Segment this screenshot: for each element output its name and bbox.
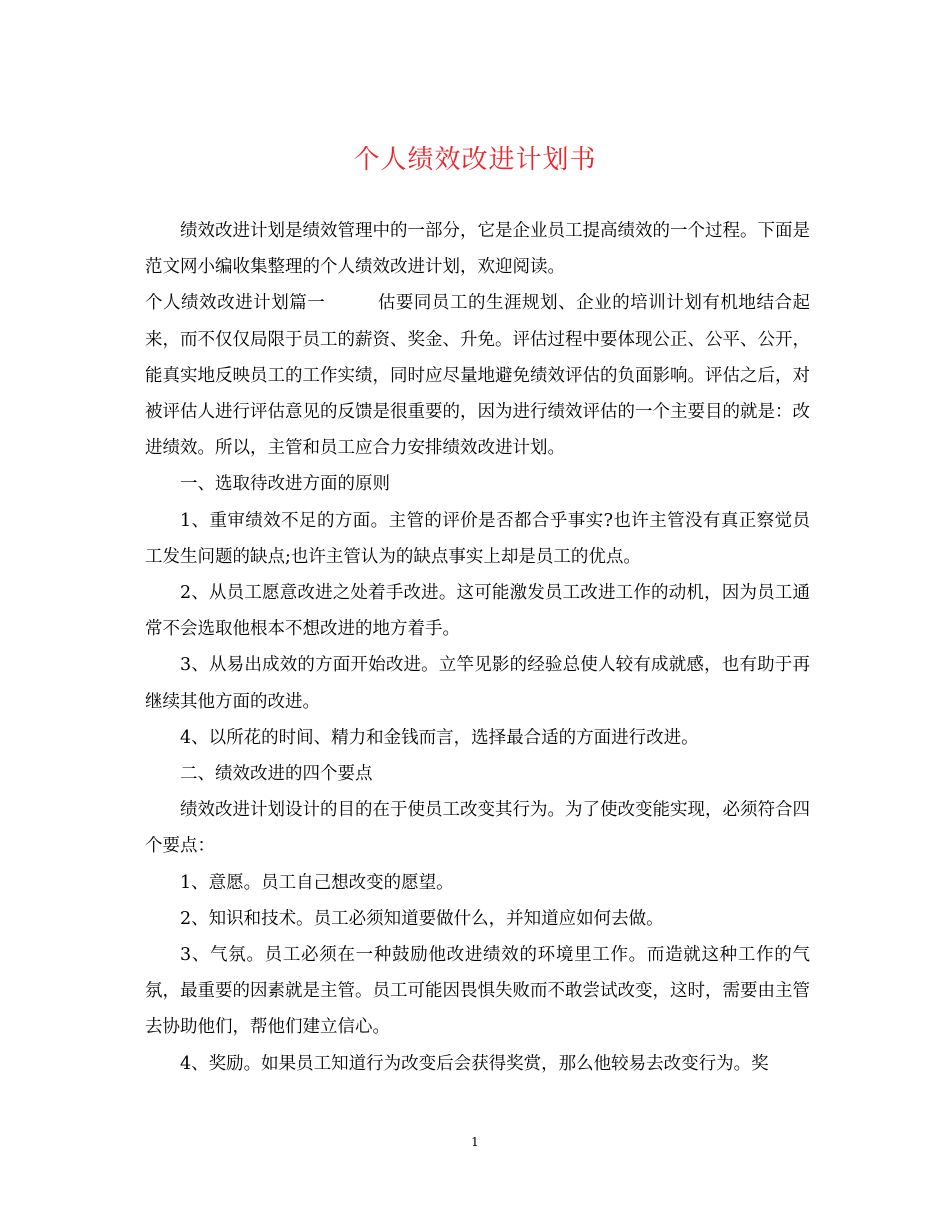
section-heading: 个人绩效改进计划篇一 <box>145 293 326 314</box>
section-text: 估要同员工的生涯规划、企业的培训计划有机地结合起来，而不仅仅局限于员工的薪资、奖金、升免。评估过程中要体现公正、公平、公开，能真实地反映员工的工作实绩，同时应尽量地避免绩效评估的负面影响。评估之后，对被评估人进行评估意见的反馈是很重要的，因为进行绩效评估的一个主要目的就是：改进绩效。所以，主管和员工应合力安排绩效改进计划。 <box>145 293 811 459</box>
document-title: 个人绩效改进计划书 <box>353 145 597 175</box>
subheading-principles: 一、选取待改进方面的原则 <box>180 474 390 495</box>
list-item: 3、气氛。员工必须在一种鼓励他改进绩效的环境里工作。而造就这种工作的气氛，最重要的因素就是主管。员工可能因畏惧失败而不敢尝试改变，这时，需要由主管去协助他们，帮他们建立信心。 <box>145 945 810 1038</box>
page-number: 1 <box>471 1135 479 1149</box>
list-item: 1、意愿。员工自己想改变的愿望。 <box>180 872 454 893</box>
list-item: 4、以所花的时间、精力和金钱而言，选择最合适的方面进行改进。 <box>180 727 699 748</box>
document-body <box>145 213 810 1082</box>
list-item: 3、从易出成效的方面开始改进。立竿见影的经验总使人较有成就感，也有助于再继续其他方面的改进。 <box>145 655 810 712</box>
body-paragraph: 绩效改进计划设计的目的在于使员工改变其行为。为了使改变能实现，必须符合四个要点： <box>145 800 810 857</box>
list-item: 1、重审绩效不足的方面。主管的评价是否都合乎事实?也许主管没有真正察觉员工发生问题的缺点;也许主管认为的缺点事实上却是员工的优点。 <box>145 510 810 567</box>
list-item: 4、奖励。如果员工知道行为改变后会获得奖赏，那么他较易去改变行为。奖 <box>180 1053 769 1074</box>
intro-paragraph: 绩效改进计划是绩效管理中的一部分，它是企业员工提高绩效的一个过程。下面是范文网小编收集整理的个人绩效改进计划，欢迎阅读。 <box>145 221 810 278</box>
list-item: 2、知识和技术。员工必须知道要做什么，并知道应如何去做。 <box>180 908 664 929</box>
list-item: 2、从员工愿意改进之处着手改进。这可能激发员工改进工作的动机，因为员工通常不会选取他根本不想改进的地方着手。 <box>145 583 810 640</box>
subheading-key-points: 二、绩效改进的四个要点 <box>180 764 373 785</box>
section-paragraph <box>145 285 810 466</box>
